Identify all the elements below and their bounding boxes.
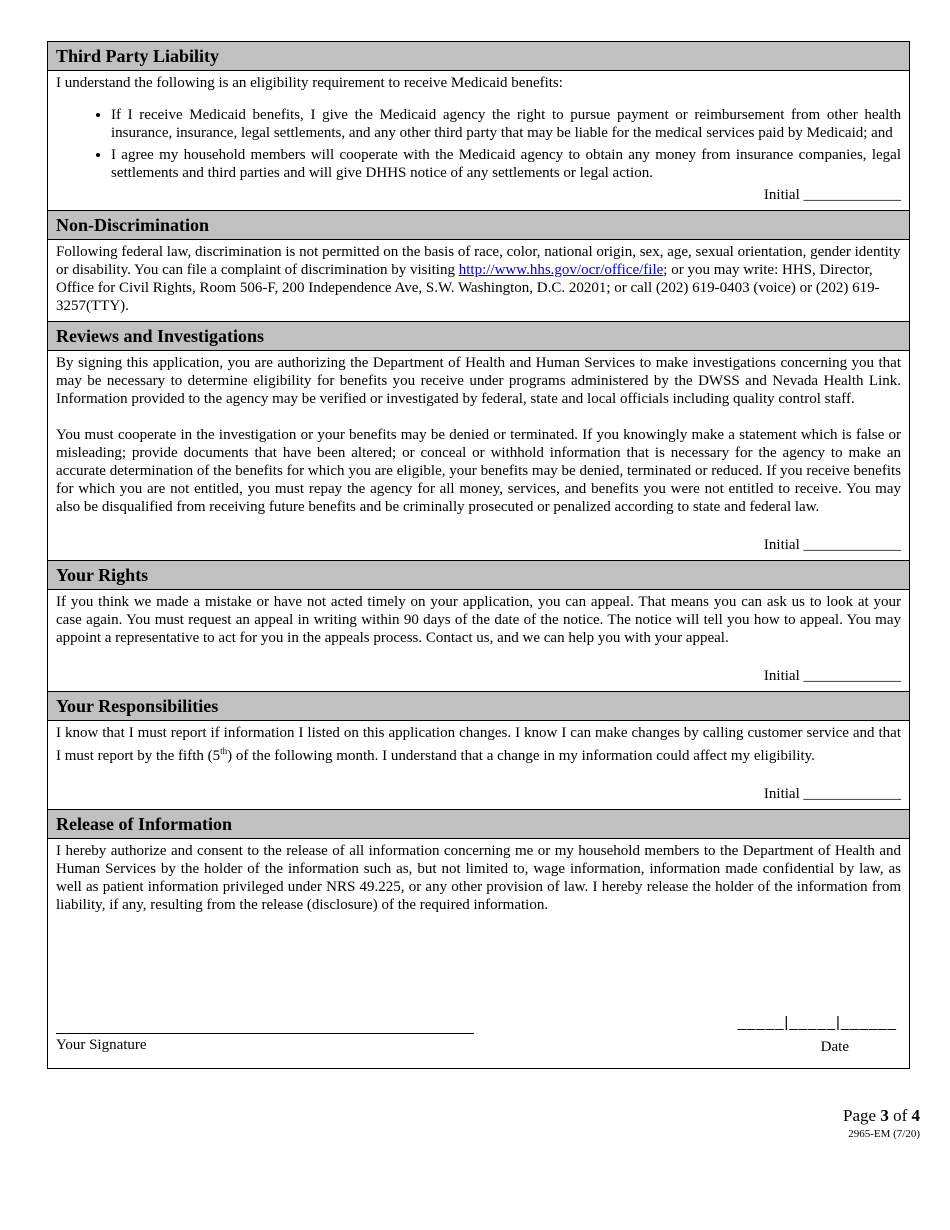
signature-line[interactable] [56, 1033, 474, 1034]
signature-label: Your Signature [56, 1037, 147, 1053]
section-title-release-of-information: Release of Information [48, 810, 909, 839]
third-party-bullet-2: • I agree my household members will cooperate with the Medicaid agency to obtain any money from insurance companies, legal settlements and third parties and will give DHHS notice of any settlements or legal action. [111, 146, 901, 182]
responsibilities-superscript: th [220, 746, 228, 756]
section-title-your-responsibilities: Your Responsibilities [48, 692, 909, 721]
section-title-non-discrimination: Non-Discrimination [48, 211, 909, 240]
responsibilities-initial-field[interactable]: Initial _____________ [763, 786, 901, 802]
rights-text: If you think we made a mistake or have not acted timely on your application, you can appeal. That means you can ask us to look at your case again. You must request an appeal in writing within 90 days of the date of the notice. The notice will tell you how to appeal. You may appoint a representative to act for you in the appeals process. Contact us, and we can help you with your appeal. [56, 594, 901, 646]
responsibilities-text-b: ) of the following month. I understand that a change in my information could affect my eligibility. [227, 748, 815, 764]
third-party-bullet-1: • If I receive Medicaid benefits, I give the Medicaid agency the right to pursue payment or reimbursement from other health insurance, insurance, legal settlements, and any other third party that may be liable for the medical services paid by Medicaid; and [111, 106, 901, 142]
section-title-reviews-investigations: Reviews and Investigations [48, 322, 909, 351]
page-total: 4 [911, 1106, 920, 1125]
responsibilities-text-a: I know that I must report if information I listed on this application changes. I know I can make changes by calling customer service and that I must report by the fifth (5 [56, 725, 901, 764]
date-field[interactable]: _____|_____|______ [737, 1014, 897, 1031]
signature-area [56, 914, 901, 1062]
non-discrimination-text-after: ; or you may write: HHS, Director, Office for Civil Rights, Room 506-F, 200 Independence Ave, S.W. Washington, D.C. 20201; or call (202) 619-0403 (voice) or (202) 619-3257(TTY). [56, 262, 880, 314]
page-number [843, 1106, 920, 1126]
section-title-third-party-liability: Third Party Liability [48, 42, 909, 71]
section-reviews-investigations [48, 351, 909, 561]
hhs-complaint-link[interactable]: http://www.hhs.gov/ocr/office/file [458, 262, 664, 278]
rights-initial-field[interactable]: Initial _____________ [763, 668, 901, 684]
reviews-paragraph-1: By signing this application, you are authorizing the Department of Health and Human Services to make investigations concerning you that may be necessary to determine eligibility for benefits you receive under programs administered by the DWSS and Nevada Health Link. Information provided to the agency may be verified or investigated by federal, state and local officials including quality control staff. [56, 355, 901, 407]
form-code: 2965-EM (7/20) [848, 1128, 920, 1140]
page-mid: of [888, 1106, 912, 1125]
third-party-bullet-list [56, 106, 901, 182]
application-form [47, 41, 910, 1069]
third-party-initial-field[interactable]: Initial _____________ [763, 187, 901, 203]
section-your-rights [48, 590, 909, 692]
page-footer [843, 1106, 920, 1140]
section-your-responsibilities [48, 721, 909, 810]
reviews-initial-field[interactable]: Initial _____________ [763, 537, 901, 553]
section-non-discrimination [48, 240, 909, 322]
responsibilities-text [56, 724, 901, 765]
date-label: Date [820, 1039, 849, 1055]
page-current: 3 [880, 1106, 889, 1125]
section-third-party-liability [48, 71, 909, 211]
non-discrimination-text-before: Following federal law, discrimination is not permitted on the basis of race, color, national origin, sex, age, sexual orientation, gender identity or disability. You can file a complaint of discrimination by visiting [56, 244, 901, 278]
release-text: I hereby authorize and consent to the release of all information concerning me or my household members to the Department of Health and Human Services by the holder of the information such as, but not limited to, wage information, information made confidential by law, as well as patient information privileged under NRS 49.225, or any other provision of law. I hereby release the holder of the information from liability, if any, resulting from the release (disclosure) of the required information. [56, 843, 901, 913]
section-release-of-information [48, 839, 909, 1068]
section-title-your-rights: Your Rights [48, 561, 909, 590]
reviews-paragraph-2: You must cooperate in the investigation or your benefits may be denied or terminated. If you knowingly make a statement which is false or misleading; provide documents that have been altered; or conceal or withhold information that is necessary for the agency to make an accurate determination of the benefits for which you are eligible, your benefits may be denied, terminated or reduced. If you receive benefits for which you are not entitled, you must repay the agency for all money, services, and benefits you were not entitled to receive. You may also be disqualified from receiving future benefits and be criminally prosecuted or penalized according to state and federal law. [56, 427, 901, 515]
page-prefix: Page [843, 1106, 881, 1125]
third-party-intro: I understand the following is an eligibility requirement to receive Medicaid benefits: [56, 75, 563, 91]
non-discrimination-text [56, 243, 901, 315]
